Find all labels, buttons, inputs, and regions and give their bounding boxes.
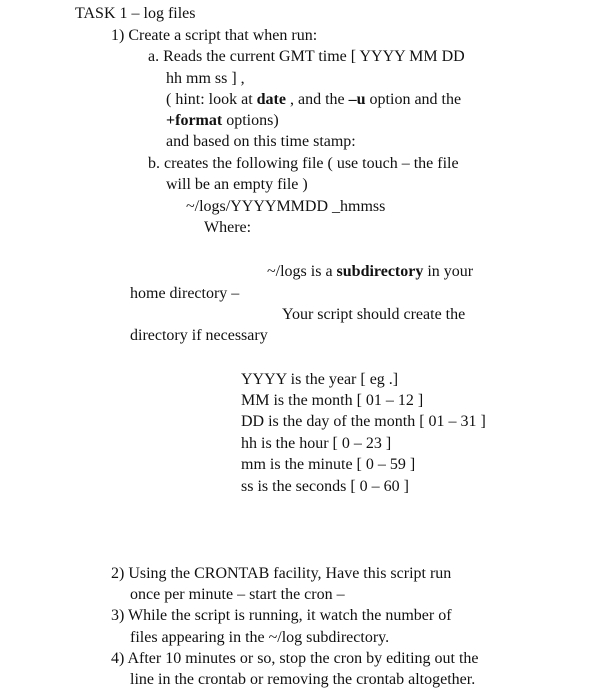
step-1b-line-2: will be an empty file ) [166,176,308,193]
definition-day: DD is the day of the month [ 01 – 31 ] [241,413,486,430]
format-text: options) [222,112,279,129]
step-1a-line-1: a. Reads the current GMT time [ YYYY MM DD [148,48,465,65]
if-necessary-text: directory if necessary [130,327,268,344]
step-1a-hint [166,90,461,110]
format-option: +format [166,112,223,129]
task-title: TASK 1 – log files [75,5,196,22]
step-1-heading: 1) Create a script that when run: [111,27,318,44]
definition-year: YYYY is the year [ eg .] [241,371,399,388]
hint-date-command: date [256,91,286,108]
step-2-line-1: 2) Using the CRONTAB facility, Have this script run [111,565,452,582]
step-1a-line-2: hh mm ss ] , [166,70,245,87]
step-1b-line-1: b. creates the following file ( use touch – the file [148,155,459,172]
logs-text-post: in your [423,263,474,280]
hint-text: ( hint: look at [166,91,257,108]
create-directory-text: Your script should create the [282,306,466,323]
step-4-line-2: line in the crontab or removing the crontab altogether. [130,671,476,688]
hint-text-mid: , and the [285,91,349,108]
step-2-line-2: once per minute – start the cron – [130,586,345,603]
where-label: Where: [204,219,252,236]
step-3-line-2: files appearing in the ~/log subdirectory. [130,629,390,646]
logs-subdirectory-note [267,262,473,282]
home-directory-text: home directory – [130,285,240,302]
hint-u-option: –u [348,91,366,108]
step-1a-line-5: and based on this time stamp: [166,133,356,150]
subdirectory-bold: subdirectory [336,263,424,280]
step-1a-format [166,111,279,131]
definition-seconds: ss is the seconds [ 0 – 60 ] [241,478,409,495]
step-4-line-1: 4) After 10 minutes or so, stop the cron by editing out the [111,650,479,667]
definition-minute: mm is the minute [ 0 – 59 ] [241,456,416,473]
log-file-path: ~/logs/YYYYMMDD _hmmss [186,198,386,215]
step-3-line-1: 3) While the script is running, it watch the number of [111,607,452,624]
definition-hour: hh is the hour [ 0 – 23 ] [241,435,392,452]
hint-text-post: option and the [365,91,462,108]
definition-month: MM is the month [ 01 – 12 ] [241,392,424,409]
logs-text: ~/logs is a [267,263,337,280]
